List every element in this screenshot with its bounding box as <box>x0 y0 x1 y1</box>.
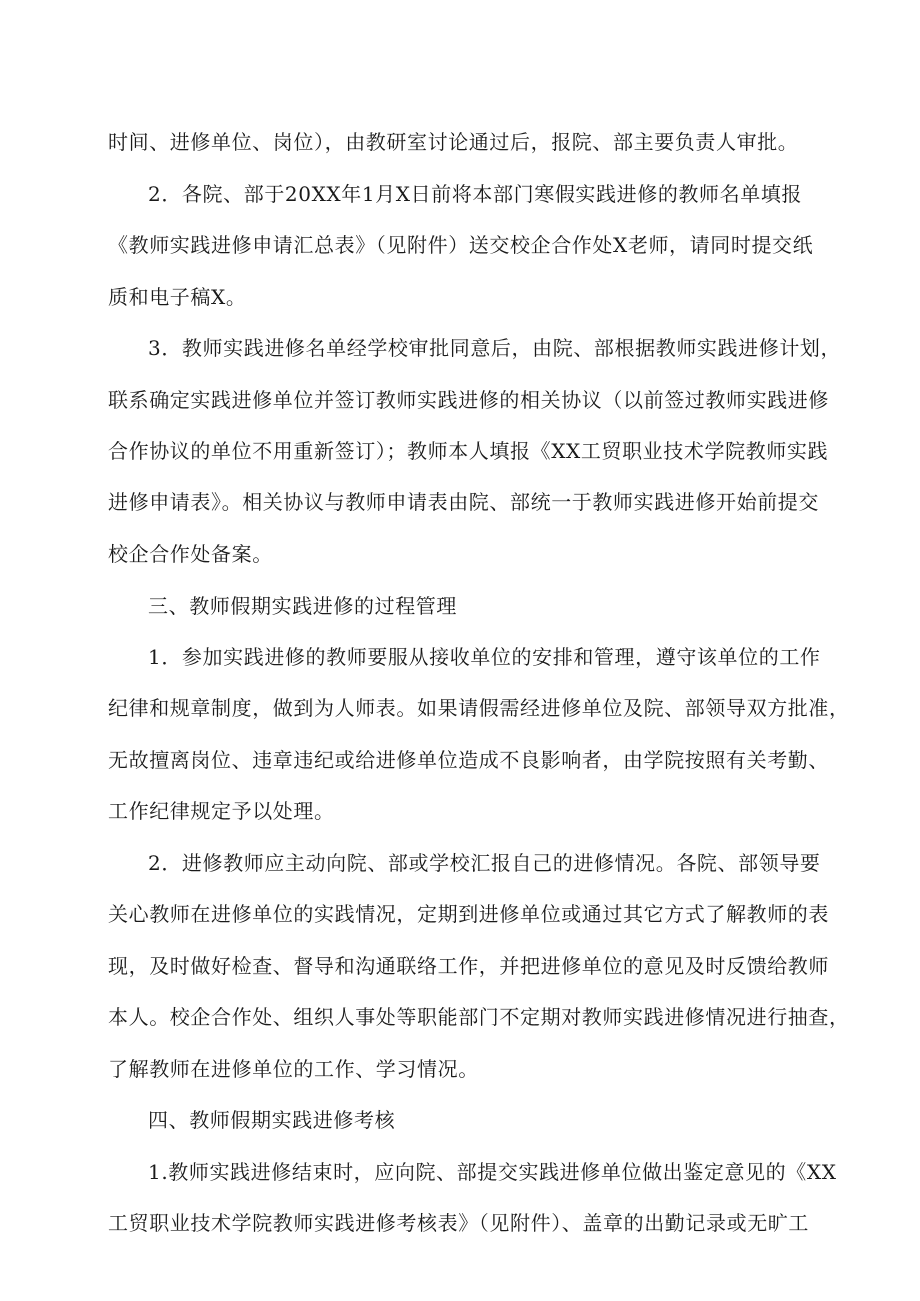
text-line: 本人。校企合作处、组织人事处等职能部门不定期对教师实践进修情况进行抽查， <box>108 1005 850 1029</box>
text-line: 2．各院、部于20XX年1月X日前将本部门寒假实践进修的教师名单填报 <box>148 182 803 206</box>
text-line: 1.教师实践进修结束时，应向院、部提交实践进修单位做出鉴定意见的《XX <box>148 1160 837 1184</box>
text-line: 2．进修教师应主动向院、部或学校汇报自己的进修情况。各院、部领导要 <box>148 851 821 875</box>
text-line: 合作协议的单位不用重新签订）；教师本人填报《XX工贸职业技术学院教师实践 <box>108 439 829 463</box>
text-line: 3．教师实践进修名单经学校审批同意后，由院、部根据教师实践进修计划， <box>148 336 842 360</box>
text-line: 工作纪律规定予以处理。 <box>108 799 335 823</box>
text-line: 质和电子稿X。 <box>108 285 247 309</box>
section-heading: 三、教师假期实践进修的过程管理 <box>148 594 457 618</box>
text-line: 关心教师在进修单位的实践情况，定期到进修单位或通过其它方式了解教师的表 <box>108 902 829 926</box>
text-line: 进修申请表》。相关协议与教师申请表由院、部统一于教师实践进修开始前提交 <box>108 490 819 514</box>
text-line: 1．参加实践进修的教师要服从接收单位的安排和管理，遵守该单位的工作 <box>148 645 821 669</box>
section-heading: 四、教师假期实践进修考核 <box>148 1108 396 1132</box>
text-line: 联系确定实践进修单位并签订教师实践进修的相关协议（以前签过教师实践进修 <box>108 388 829 412</box>
text-line: 《教师实践进修申请汇总表》（见附件）送交校企合作处X老师，请同时提交纸 <box>108 233 814 257</box>
text-line: 纪律和规章制度，做到为人师表。如果请假需经进修单位及院、部领导双方批准， <box>108 696 850 720</box>
text-line: 无故擅离岗位、违章违纪或给进修单位造成不良影响者，由学院按照有关考勤、 <box>108 748 829 772</box>
text-line: 现，及时做好检查、督导和沟通联络工作，并把进修单位的意见及时反馈给教师 <box>108 954 829 978</box>
text-line: 了解教师在进修单位的工作、学习情况。 <box>108 1057 479 1081</box>
text-line: 时间、进修单位、岗位），由教研室讨论通过后，报院、部主要负责人审批。 <box>108 130 799 154</box>
text-line: 校企合作处备案。 <box>108 542 273 566</box>
text-line: 工贸职业技术学院教师实践进修考核表》（见附件）、盖章的出勤记录或无旷工 <box>108 1211 809 1235</box>
